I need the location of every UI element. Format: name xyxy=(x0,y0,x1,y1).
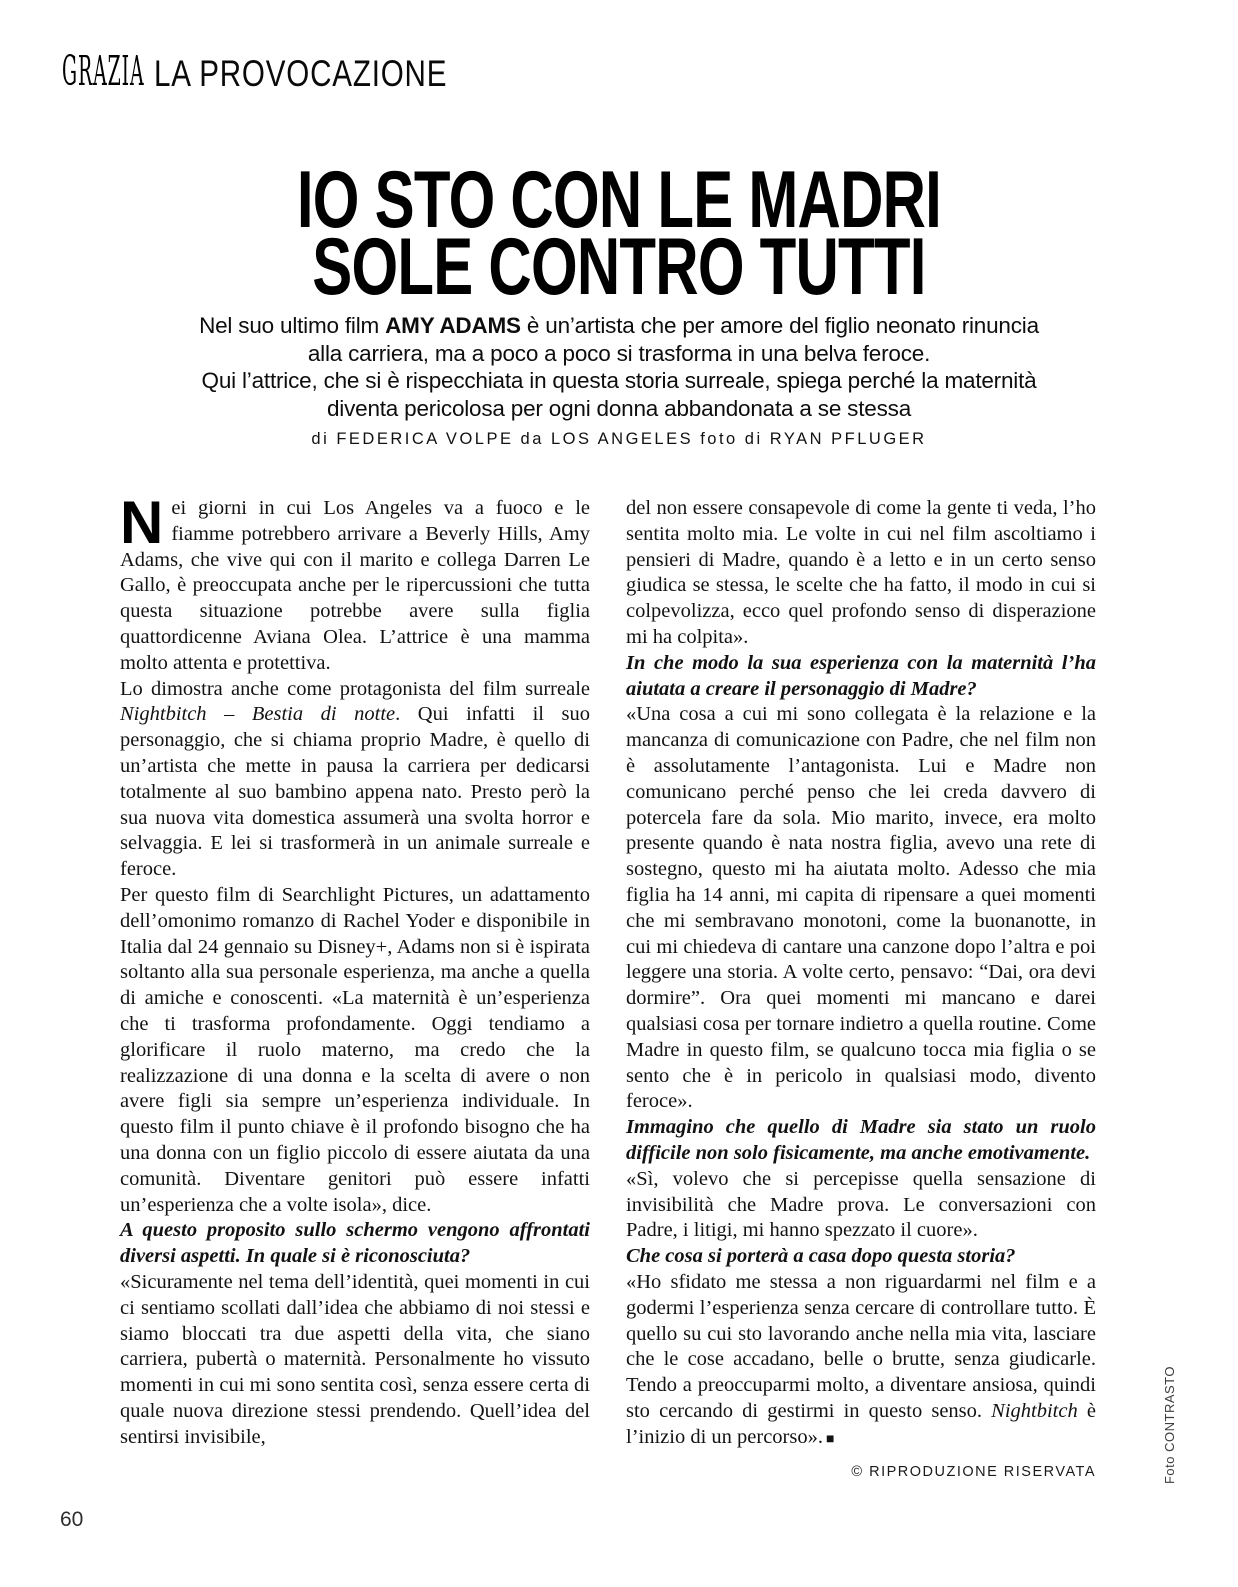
standfirst-line xyxy=(119,312,1119,340)
drop-cap: N xyxy=(120,489,164,556)
article-column-right xyxy=(626,496,1096,1486)
standfirst xyxy=(119,312,1119,422)
article-headline xyxy=(0,155,1238,312)
article-column-left xyxy=(120,489,590,1486)
standfirst-text: Nel suo ultimo film xyxy=(199,313,386,338)
headline-line-1: IO STO CON LE MADRI xyxy=(296,155,942,245)
paragraph-text: ei giorni in cui Los Angeles va a fuoco e le fiamme potrebbero arrivare a Beverly Hills, Amy Adams, che vive qui con il marito e collega Darren Le Gallo, è preoccupata anche per le ripercussioni che tutta questa situazione potrebbe avere sulla figlia quattordicenne Aviana Olea. L’attrice è una mamma molto attenta e protettiva. xyxy=(120,497,590,674)
interview-question: A questo proposito sullo schermo vengono affrontati diversi aspetti. In quale si è riconosciuta? xyxy=(120,1219,590,1268)
paragraph-text: . Qui infatti il suo personaggio, che si chiama proprio Madre, è quello di un’artista che mette in pausa la carriera per dedicarsi totalmente al suo bambino appena nato. Presto però la sua nuova vita domestica assumerà una svolta horror e selvaggia. E lei si trasformerà in un animale surreale e feroce. xyxy=(120,703,590,881)
interview-question: Che cosa si porterà a casa dopo questa storia? xyxy=(626,1245,1016,1268)
article-paragraph: «Una cosa a cui mi sono collegata è la relazione e la mancanza di comunicazione con Padre, che nel film non è assolutamente l’antagonista. Lui e Madre non comunicano perché penso che lei creda davvero di potercela fare da sola. Mio marito, invece, era molto presente quando è nata nostra figlia, avevo una rete di sostegno, questo mi ha aiutata molto. Adesso che mia figlia ha 14 anni, mi capita di ripensare a quei momenti che mi sembravano monotoni, come la buonanotte, in cui mi chiedeva di cantare una canzone dopo l’altra e poi leggere una storia. A volte certo, pensavo: “Dai, ora devi dormire”. Ora quei momenti mi mancano e darei qualsiasi cosa per tornare indietro a quella routine. Come Madre in questo film, se qualcuno tocca mia figlia o se sento che è in pericolo in qualsiasi modo, divento feroce». xyxy=(626,703,1096,1113)
section-title-text: LA PROVOCAZIONE xyxy=(154,53,448,94)
article-paragraph: «Sicuramente nel tema dell’identità, quei momenti in cui ci sentiamo scollati dall’idea che abbiamo di noi stessi e siamo bloccati tra due aspetti della vita, che siano carriera, pubertà o maternità. Personalmente ho vissuto momenti in cui mi sono sentita così, senza essere certa di quale nuova direzione stessi prendendo. Quell’idea del sentirsi invisibile, xyxy=(120,1270,590,1448)
article-paragraph: «Sì, volevo che si percepisse quella sensazione di invisibilità che Madre prova. Le conversazioni con Padre, i litigi, mi hanno spezzato il cuore». xyxy=(626,1167,1096,1242)
standfirst-text: è un’artista che per amore del figlio neonato rinuncia xyxy=(520,313,1039,338)
interview-question: Immagino che quello di Madre sia stato un ruolo difficile non solo fisicamente, ma anche emotivamente. xyxy=(626,1116,1096,1164)
actor-name: AMY ADAMS xyxy=(385,313,521,338)
lead-paragraph xyxy=(120,489,590,677)
article-paragraph: Per questo film di Searchlight Pictures, un adattamento dell’omonimo romanzo di Rachel Yoder e disponibile in Italia dal 24 gennaio su Disney+, Adams non si è ispirata soltanto alla sua personale esperienza, ma anche a quella di amiche e conoscenti. «La maternità è un’esperienza che ti trasforma profondamente. Oggi tendiamo a glorificare il ruolo materno, ma credo che la realizzazione di una donna e la scelta di avere o non avere figli sia sempre un’esperienza individuale. In questo film il punto chiave è il profondo bisogno che ha una donna con un figlio piccolo di essere aiutata da una comunità. Diventare genitori può essere infatti un’esperienza che a volte isola», dice. xyxy=(120,883,590,1216)
article-paragraph xyxy=(626,1270,1096,1453)
article-paragraph xyxy=(120,677,590,883)
copyright-notice: © RIPRODUZIONE RISERVATA xyxy=(851,1464,1096,1481)
page-number: 60 xyxy=(60,1508,84,1531)
film-title: Nightbitch – Bestia di notte xyxy=(120,703,396,726)
grazia-logo-text: GRAZIA xyxy=(62,47,145,95)
photo-credit: Foto CONTRASTO xyxy=(1162,1366,1177,1485)
end-mark-icon: ■ xyxy=(825,1431,835,1447)
headline-line-2: SOLE CONTRO TUTTI xyxy=(312,222,926,312)
film-title: Nightbitch xyxy=(991,1399,1078,1422)
standfirst-line: alla carriera, ma a poco a poco si trasforma in una belva feroce. xyxy=(307,340,931,366)
paragraph-text: «Ho sfidato me stessa a non riguardarmi nel film e a godermi l’esperienza senza cercare di controllare tutto. È quello su cui sto lavorando anche nella mia vita, lasciare che le cose accadano, belle o brutte, senza giudicarle. Tendo a preoccuparmi molto, a diventare ansiosa, quindi sto cercando di gestirmi in questo senso. xyxy=(626,1270,1096,1422)
standfirst-line: diventa pericolosa per ogni donna abbandonata a se stessa xyxy=(326,395,912,421)
interview-question: In che modo la sua esperienza con la maternità l’ha aiutata a creare il personaggio di Madre? xyxy=(626,651,1096,700)
paragraph-text: Lo dimostra anche come protagonista del film surreale xyxy=(120,677,590,700)
standfirst-line: Qui l’attrice, che si è rispecchiata in questa storia surreale, spiega perché la maternità xyxy=(201,368,1037,393)
byline: di FEDERICA VOLPE da LOS ANGELES foto di RYAN PFLUGER xyxy=(311,430,927,448)
grazia-logo xyxy=(62,47,145,95)
section-title xyxy=(154,53,448,94)
article-body xyxy=(120,489,1096,1486)
article-paragraph: del non essere consapevole di come la gente ti veda, l’ho sentita molto mia. Le volte in cui nel film ascoltiamo i pensieri di Madre, quando è a letto e in un certo senso giudica se stessa, le scelte che ha fatto, il modo in cui si colpevolizza, ecco quel profondo senso di disperazione mi ha colpita». xyxy=(626,497,1096,648)
paragraph-text: è l’inizio di un percorso». xyxy=(626,1399,1096,1448)
masthead xyxy=(62,47,448,95)
